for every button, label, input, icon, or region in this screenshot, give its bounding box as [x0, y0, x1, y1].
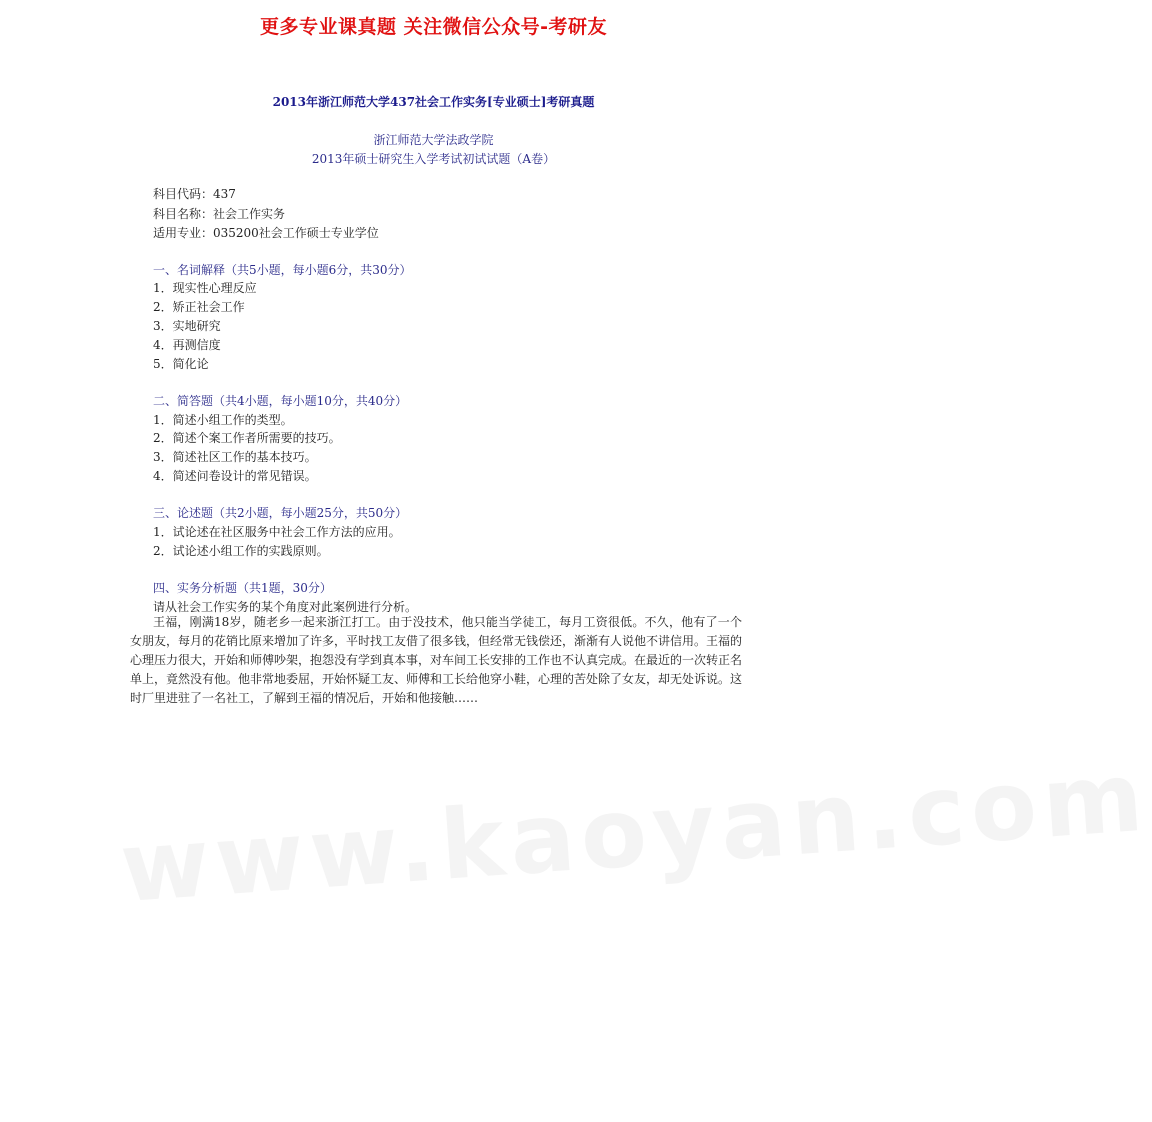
section1-item: 2．矫正社会工作 — [153, 300, 245, 314]
case-instruction: 请从社会工作实务的某个角度对此案例进行分析。 — [153, 600, 418, 614]
section1-heading: 一、名词解释（共5小题，每小题6分，共30分） — [153, 263, 412, 277]
section3-item: 2．试论述小组工作的实践原则。 — [153, 544, 329, 558]
section1-item: 5．简化论 — [153, 357, 209, 371]
exam-name: 2013年硕士研究生入学考试初试试题（A卷） — [311, 152, 556, 166]
school-name: 浙江师范大学法政学院 — [373, 133, 494, 147]
exam-title: 2013年浙江师范大学437社会工作实务[专业硕士]考研真题 — [272, 95, 595, 109]
promo-banner: 更多专业课真题 关注微信公众号-考研友 — [259, 16, 607, 38]
section1-item: 3．实地研究 — [153, 319, 221, 333]
subject-name: 科目名称：社会工作实务 — [153, 207, 286, 221]
case-paragraph: 王福，刚满18岁，随老乡一起来浙江打工。由于没技术，他只能当学徒工，每月工资很低。不久，他有了一个女朋友，每月的花销比原来增加了许多，平时找工友借了很多钱，但经常无钱偿还，渐渐有人说他不讲信用。王福的心理压力很大，开始和师傅吵架，抱怨没有学到真本事，对车间工长安排的工作也不认真完成。在最近的一次转正名单上，竟然没有他。他非常地委屈，开始怀疑工友、师傅和工长给他穿小鞋，心理的苦处除了女友，却无处诉说。这时厂里进驻了一名社工，了解到王福的情况后，开始和他接触…… — [130, 615, 743, 705]
section1-item: 1．现实性心理反应 — [153, 281, 257, 295]
section4-heading: 四、实务分析题（共1题，30分） — [153, 581, 332, 595]
applicable-major: 适用专业：035200社会工作硕士专业学位 — [153, 226, 379, 240]
section2-item: 3．简述社区工作的基本技巧。 — [153, 450, 317, 464]
watermark: www.kaoyan.com — [116, 740, 1152, 925]
section2-item: 2．简述个案工作者所需要的技巧。 — [153, 431, 341, 445]
section2-item: 4．简述问卷设计的常见错误。 — [153, 469, 317, 483]
subject-code: 科目代码：437 — [153, 187, 236, 201]
section1-item: 4．再测信度 — [153, 338, 221, 352]
section3-item: 1．试论述在社区服务中社会工作方法的应用。 — [153, 525, 401, 539]
section2-item: 1．简述小组工作的类型。 — [153, 413, 293, 427]
section3-heading: 三、论述题（共2小题，每小题25分，共50分） — [153, 506, 408, 520]
section2-heading: 二、简答题（共4小题，每小题10分，共40分） — [153, 394, 408, 408]
